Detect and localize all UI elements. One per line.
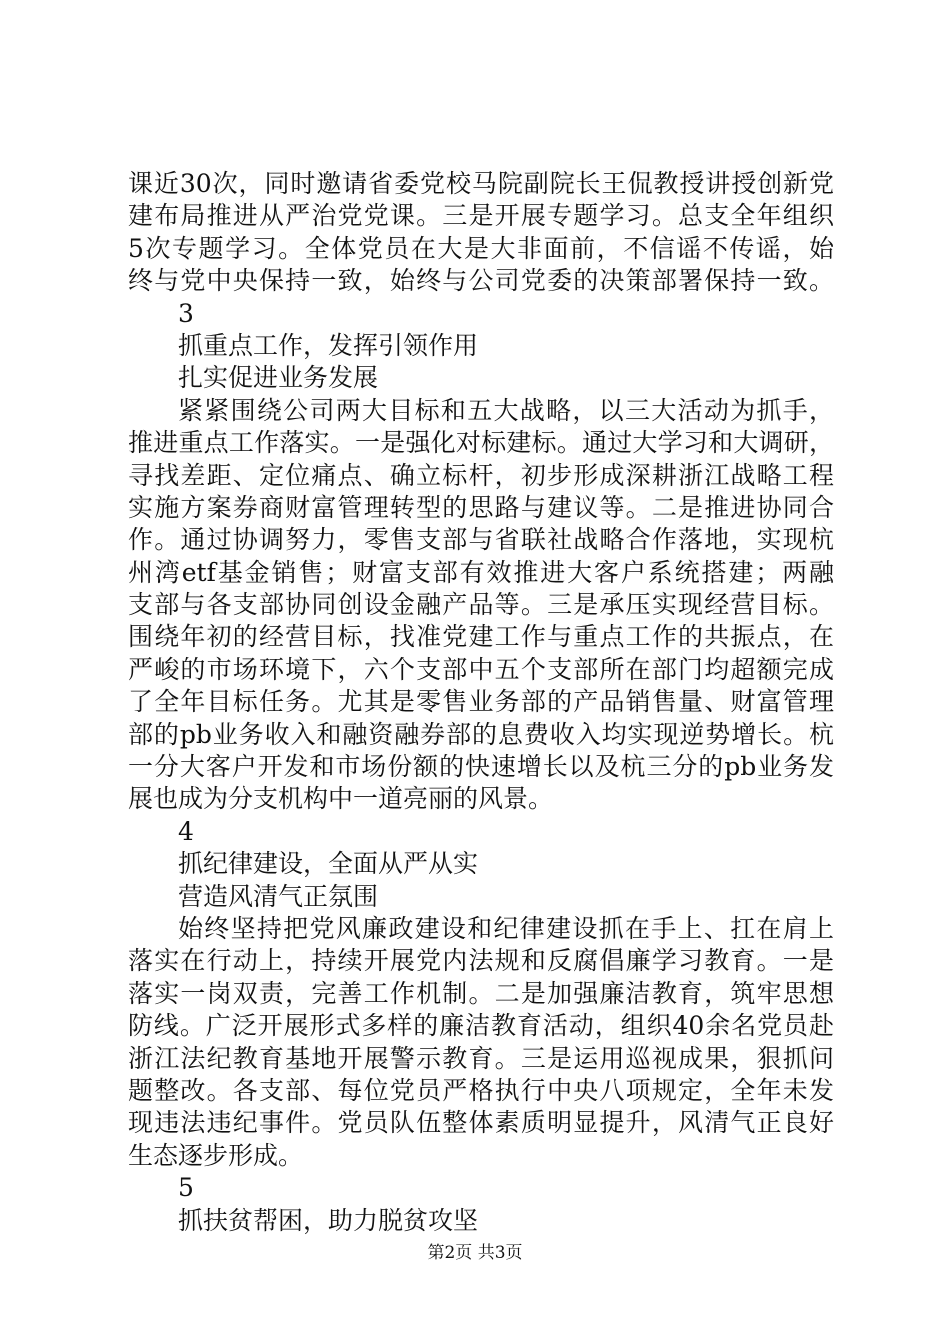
text-line: 抓重点工作，发挥引领作用	[178, 330, 479, 360]
text-line: 3	[178, 298, 194, 328]
text-line: 抓纪律建设，全面从严从实	[178, 849, 479, 879]
text-line: 围绕年初的经营目标，找准党建工作与重点工作的共振点，在	[128, 622, 834, 652]
text-line: 抓扶贫帮困，助力脱贫攻坚	[178, 1205, 479, 1235]
text-line: 实施方案券商财富管理转型的思路与建议等。二是推进协同合	[128, 492, 834, 522]
text-line: 寻找差距、定位痛点、确立标杆，初步形成深耕浙江战略工程	[128, 460, 834, 490]
text-line: 推进重点工作落实。一是强化对标建标。通过大学习和大调研，	[128, 428, 834, 458]
document-body	[128, 168, 834, 1237]
text-line: 展也成为分支机构中一道亮丽的风景。	[128, 784, 554, 814]
text-line: 扎实促进业务发展	[178, 363, 379, 393]
text-line: 紧紧围绕公司两大目标和五大战略，以三大活动为抓手，	[178, 395, 834, 425]
page-footer: 第2页 共3页	[427, 1243, 523, 1263]
text-line: 题整改。各支部、每位党员严格执行中央八项规定，全年未发	[128, 1075, 834, 1105]
text-line: 建布局推进从严治党党课。三是开展专题学习。总支全年组织	[128, 201, 834, 231]
text-line: 浙江法纪教育基地开展警示教育。三是运用巡视成果，狠抓问	[128, 1043, 834, 1073]
text-line: 5次专题学习。全体党员在大是大非面前，不信谣不传谣，始	[128, 233, 834, 263]
text-line: 部的pb业务收入和融资融券部的息费收入均实现逆势增长。杭	[128, 719, 834, 749]
text-line: 作。通过协调努力，零售支部与省联社战略合作落地，实现杭	[128, 525, 834, 555]
text-line: 落实一岗双责，完善工作机制。二是加强廉洁教育，筑牢思想	[128, 978, 834, 1008]
text-line: 支部与各支部协同创设金融产品等。三是承压实现经营目标。	[128, 590, 834, 620]
text-line: 生态逐步形成。	[128, 1140, 304, 1170]
text-line: 州湾etf基金销售；财富支部有效推进大客户系统搭建；两融	[128, 557, 834, 587]
text-line: 防线。广泛开展形式多样的廉洁教育活动，组织40余名党员赴	[128, 1011, 834, 1041]
text-line: 营造风清气正氛围	[178, 881, 379, 911]
text-line: 一分大客户开发和市场份额的快速增长以及杭三分的pb业务发	[128, 752, 834, 782]
text-line: 终与党中央保持一致，始终与公司党委的决策部署保持一致。	[128, 266, 834, 296]
text-line: 5	[178, 1173, 194, 1203]
text-line: 现违法违纪事件。党员队伍整体素质明显提升，风清气正良好	[128, 1108, 834, 1138]
text-line: 严峻的市场环境下，六个支部中五个支部所在部门均超额完成	[128, 654, 834, 684]
text-line: 课近30次，同时邀请省委党校马院副院长王侃教授讲授创新党	[128, 169, 834, 198]
text-line: 始终坚持把党风廉政建设和纪律建设抓在手上、扛在肩上	[178, 913, 834, 943]
text-line: 落实在行动上，持续开展党内法规和反腐倡廉学习教育。一是	[128, 946, 834, 976]
text-line: 了全年目标任务。尤其是零售业务部的产品销售量、财富管理	[128, 687, 834, 717]
text-line: 4	[178, 816, 194, 846]
